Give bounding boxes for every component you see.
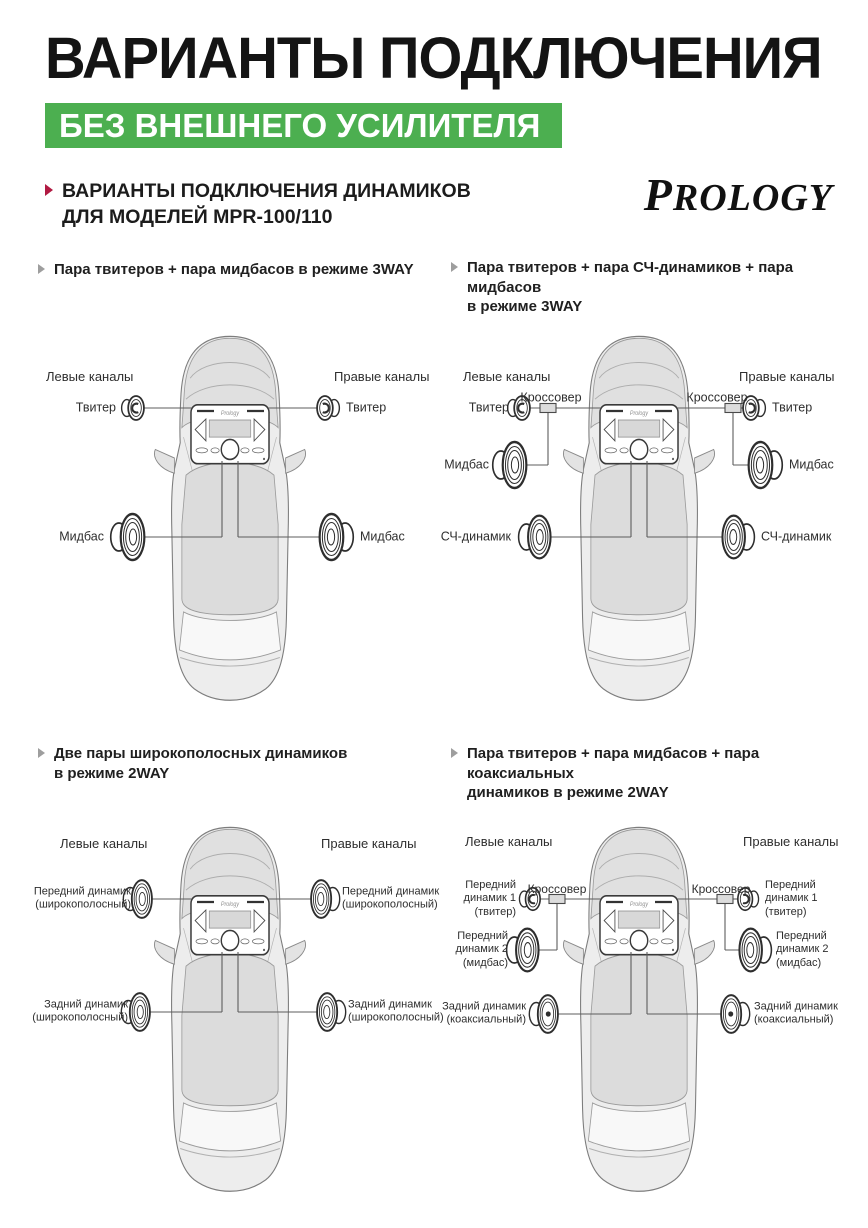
front-left-label: Передний динамик (широкополосный) [33, 885, 131, 911]
diagram-1-title-line1: Пара твитеров + пара мидбасов в режиме 3WAY [54, 261, 414, 278]
crossover-right-label: Кроссовер [691, 881, 751, 896]
diagram-section-3 [32, 744, 453, 1228]
right-channels-label: Правые каналы [334, 369, 430, 385]
tweeter-right-label: Твитер [772, 400, 813, 415]
section-heading-line2: ДЛЯ МОДЕЛЕЙ MPR-100/110 [62, 206, 333, 229]
mid-speaker-left-label: СЧ-динамик [440, 529, 511, 544]
front-speaker1-right-label: Передний динамик 1 (твитер) [765, 878, 818, 918]
midbass-right-label: Мидбас [789, 457, 834, 472]
gray-arrow-icon [38, 748, 45, 758]
rear-coax-left-label: Задний динамик (коаксиальный) [442, 1000, 526, 1026]
diagram-2 [440, 323, 863, 743]
left-channels-label: Левые каналы [463, 369, 551, 385]
midbass-left [111, 514, 145, 560]
right-channels-label: Правые каналы [743, 834, 839, 850]
page-title: ВАРИАНТЫ ПОДКЛЮЧЕНИЯ [45, 26, 822, 91]
diagram-4-heading [451, 744, 866, 803]
midbass-right [320, 514, 354, 560]
crossover-left-label: Кроссовер [520, 390, 582, 405]
rear-speaker-right [317, 993, 346, 1031]
left-channels-label: Левые каналы [465, 834, 553, 850]
section-heading-line1: ВАРИАНТЫ ПОДКЛЮЧЕНИЯ ДИНАМИКОВ [62, 180, 471, 202]
mid-speaker-right-label: СЧ-динамик [761, 529, 832, 544]
diagram-section-2 [440, 258, 866, 743]
right-channels-label: Правые каналы [739, 369, 835, 385]
rear-right-label: Задний динамик (широкополосный) [348, 998, 444, 1024]
tweeter-left [122, 396, 144, 420]
rear-left-label: Задний динамик (широкополосный) [32, 998, 128, 1024]
right-channels-label: Правые каналы [321, 836, 417, 852]
section-heading [45, 178, 471, 231]
diagram-3 [32, 808, 450, 1228]
front-speaker-right [311, 880, 340, 918]
midbass-left-label: Мидбас [444, 457, 489, 472]
car-illustration [154, 827, 305, 1191]
diagram-2-title-line1: Пара твитеров + пара СЧ-динамиков + пара мидбасов [467, 259, 794, 296]
diagram-2-title-line2: в режиме 3WAY [467, 298, 583, 315]
gray-arrow-icon [451, 748, 458, 758]
diagram-3-title-line2: в режиме 2WAY [54, 764, 170, 782]
front-midbass-right [739, 929, 771, 972]
diagram-3-title-line1: Две пары широкополосных динамиков [54, 745, 348, 762]
mid-speaker-right [722, 516, 754, 559]
midbass-left-label: Мидбас [59, 529, 104, 544]
left-channels-label: Левые каналы [46, 369, 134, 385]
tweeter-left-label: Твитер [75, 400, 116, 415]
front-midbass-left [507, 929, 539, 972]
diagram-1 [38, 323, 450, 743]
left-channels-label: Левые каналы [60, 836, 148, 852]
diagram-section-1 [38, 260, 453, 745]
diagram-1-heading [38, 260, 453, 280]
diagram-3-heading [38, 744, 453, 783]
crossover-left-label: Кроссовер [527, 881, 587, 896]
mid-speaker-left [519, 516, 551, 559]
crossover-right-label: Кроссовер [686, 390, 748, 405]
prology-logo: PROLOGY [643, 169, 833, 220]
subtitle-badge: БЕЗ ВНЕШНЕГО УСИЛИТЕЛЯ [45, 103, 562, 148]
car-illustration [154, 336, 305, 700]
tweeter-left-label: Твитер [468, 400, 509, 415]
diagram-4-title-line2: динамиков в режиме 2WAY [467, 784, 669, 801]
tweeter-right-label: Твитер [346, 400, 387, 415]
midbass-right-label: Мидбас [360, 529, 405, 544]
front-speaker2-right-label: Передний динамик 2 (мидбас) [776, 929, 829, 969]
diagram-4 [442, 808, 863, 1228]
rear-coax-right [721, 995, 750, 1033]
front-speaker1-left-label: Передний динамик 1 (твитер) [463, 878, 516, 918]
diagram-2-heading [451, 258, 866, 317]
red-arrow-icon [45, 184, 53, 196]
gray-arrow-icon [451, 262, 458, 272]
rear-coax-left [529, 995, 558, 1033]
front-speaker2-left-label: Передний динамик 2 (мидбас) [455, 929, 508, 969]
gray-arrow-icon [38, 264, 45, 274]
diagram-4-title-line1: Пара твитеров + пара мидбасов + пара коаксиальных [467, 745, 760, 782]
front-right-label: Передний динамик (широкополосный) [342, 885, 440, 911]
diagram-section-4 [442, 744, 866, 1228]
midbass-right [749, 442, 783, 488]
rear-coax-right-label: Задний динамик (коаксиальный) [754, 1000, 838, 1026]
tweeter-right [317, 396, 339, 420]
midbass-left [493, 442, 527, 488]
